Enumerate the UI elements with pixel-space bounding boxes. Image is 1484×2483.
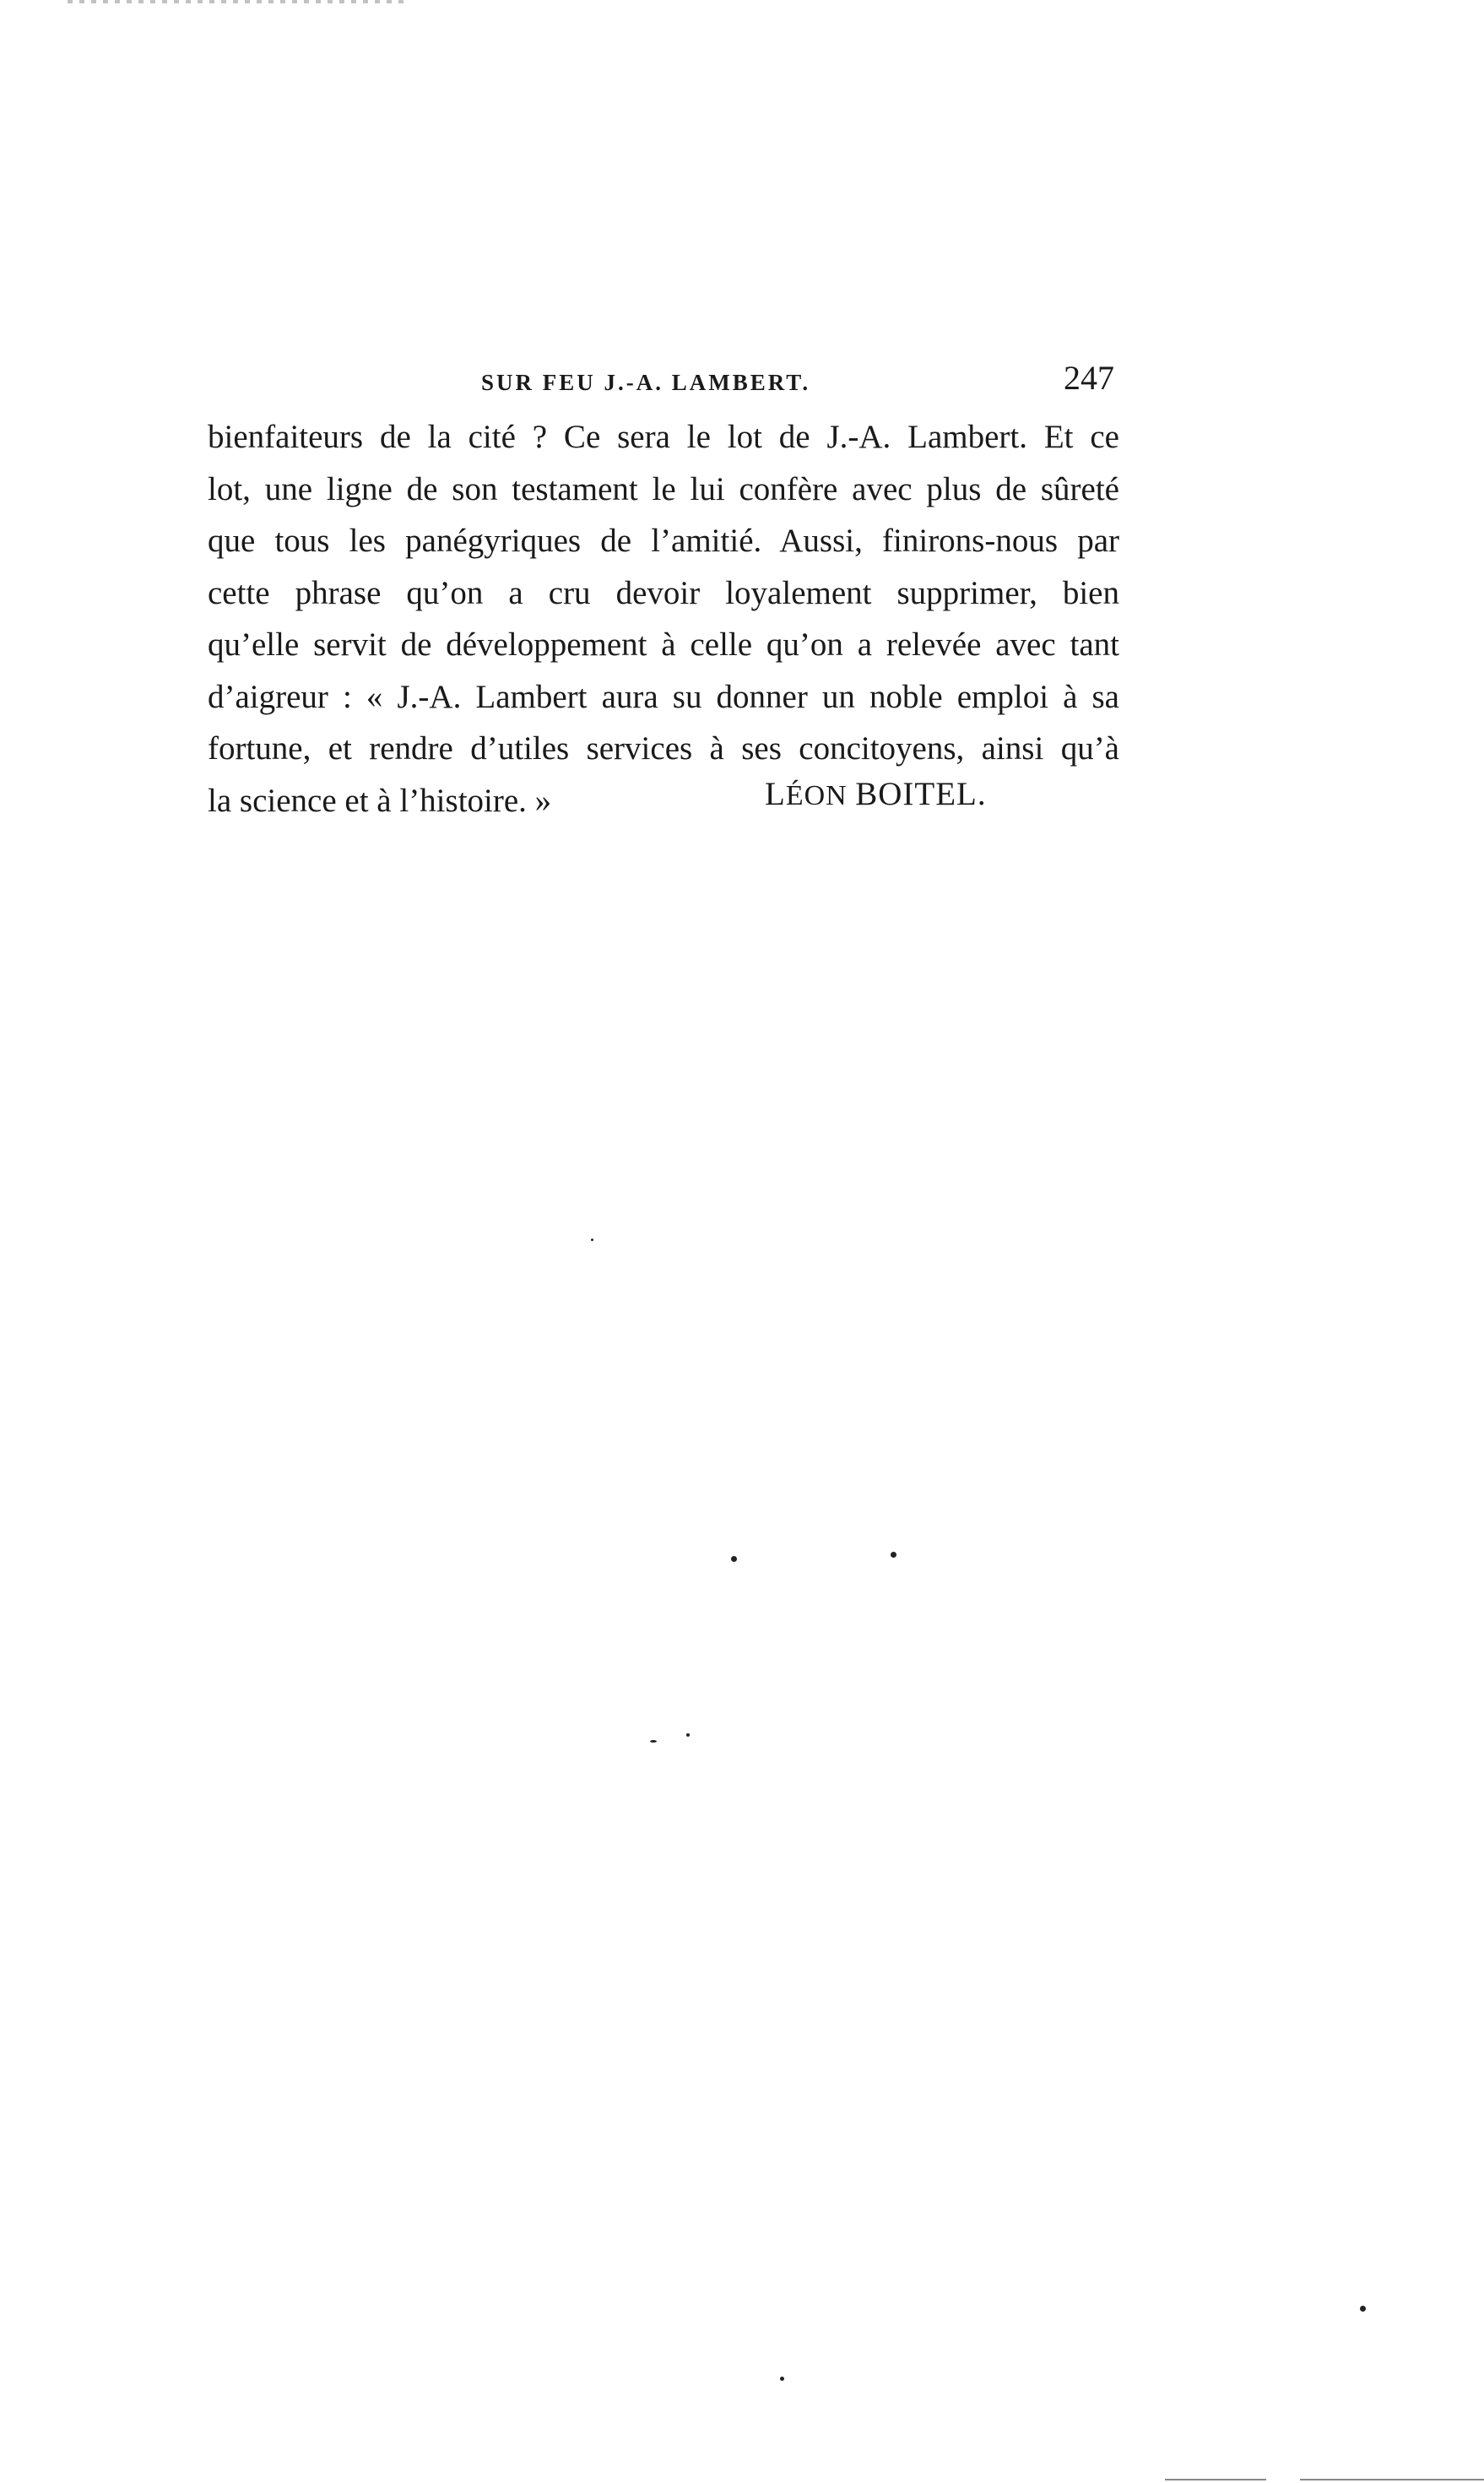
ink-speck <box>591 1239 593 1241</box>
text-line: que tous les panégyriques de l’amitié. Aussi, finirons-nous par <box>208 523 1119 559</box>
running-title: SUR FEU J.-A. LAMBERT. <box>481 370 811 395</box>
text-line: bienfaiteurs de la cité ? Ce sera le lot de J.-A. Lambert. Et ce <box>208 419 1119 455</box>
signature-surname: BOITEL. <box>855 776 987 812</box>
scan-artifact <box>68 0 405 3</box>
ink-speck <box>686 1733 690 1737</box>
text-line: la science et à l’histoire. » <box>208 782 552 819</box>
scan-edge <box>1165 2479 1266 2480</box>
ink-speck <box>650 1740 657 1743</box>
text-line: fortune, et rendre d’utiles services à ses concitoyens, ainsi qu’à <box>208 730 1119 767</box>
scan-edge <box>1300 2479 1484 2480</box>
ink-speck <box>780 2377 784 2381</box>
running-head <box>481 358 1114 409</box>
ink-speck <box>731 1556 737 1562</box>
text-line: d’aigreur : « J.-A. Lambert aura su donner un noble emploi à sa <box>208 678 1119 715</box>
text-line: lot, une ligne de son testament le lui confère avec plus de sûreté <box>208 470 1119 507</box>
author-signature <box>765 775 987 813</box>
signature-firstname-rest: ÉON <box>785 780 848 811</box>
ink-speck <box>1360 2306 1366 2312</box>
signature-initial: L <box>765 776 786 812</box>
body-paragraph <box>208 411 1119 827</box>
ink-speck <box>891 1552 896 1558</box>
text-line: qu’elle servit de développement à celle qu’on a relevée avec tant <box>208 626 1119 663</box>
page-number: 247 <box>1064 359 1114 397</box>
text-line: cette phrase qu’on a cru devoir loyalement supprimer, bien <box>208 574 1119 611</box>
